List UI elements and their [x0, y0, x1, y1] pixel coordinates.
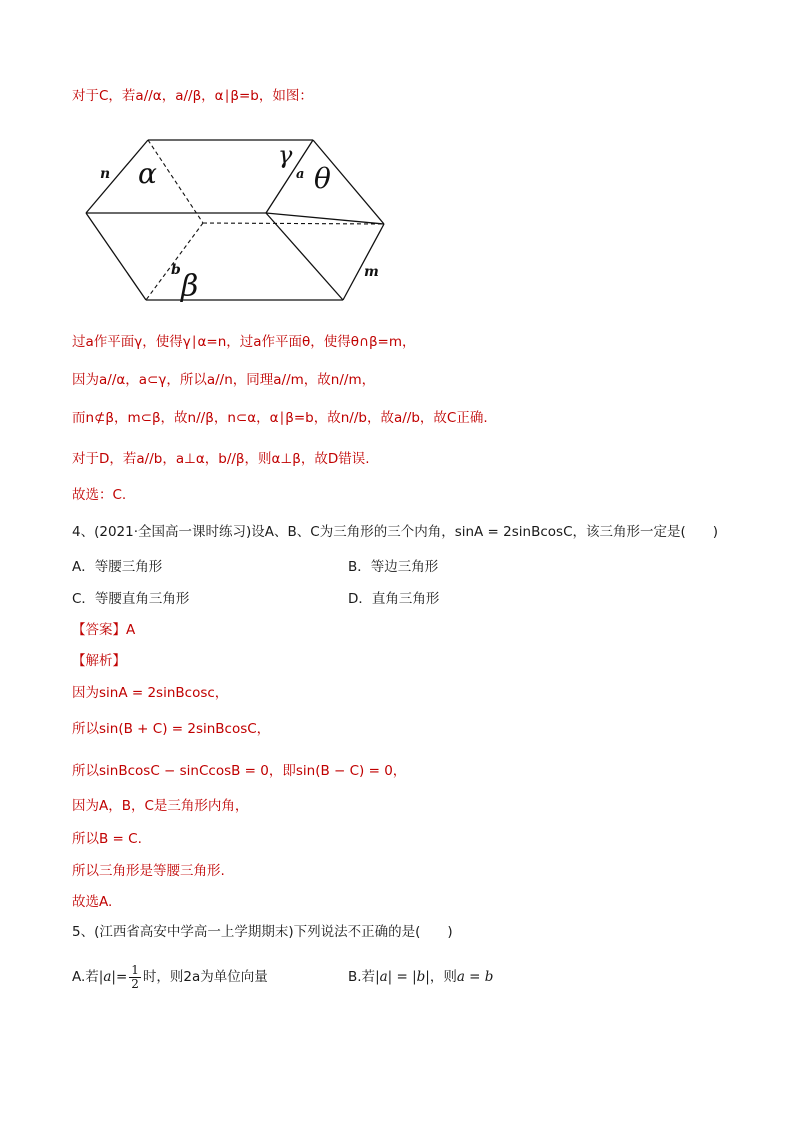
q4-answer: 【答案】A — [72, 622, 136, 638]
label-m: m — [364, 264, 379, 280]
part-c-line3: 因为a//α，a⊂γ，所以a//n，同理a//m，故n//m， — [72, 372, 376, 388]
q5-option-a-abs: |a| — [98, 969, 116, 985]
q4-step-3: 所以sinBcosC − sinCcosB = 0，即sin(B − C) = 0， — [72, 763, 407, 779]
q5-option-a-prefix: A.若 — [72, 969, 99, 985]
q5-option-a — [72, 962, 268, 992]
part-c-conclusion: 故选：C. — [72, 487, 127, 503]
q4-step-4: 因为A，B，C是三角形内角， — [72, 798, 249, 814]
label-beta: β — [181, 269, 199, 304]
q4-stem: 4、(2021·全国高一课时练习)设A、B、C为三角形的三个内角，sinA = 2sinBcosC，该三角形一定是( ) — [72, 524, 719, 540]
label-alpha: α — [138, 157, 157, 190]
q5-option-b-mid: ，则 — [429, 969, 457, 985]
part-c-line4: 而n⊄β，m⊂β，故n//β，n⊂α，α∣β=b，故n//b，故a//b，故C正确. — [72, 410, 488, 426]
label-theta: θ — [314, 162, 331, 195]
q4-step-6: 所以三角形是等腰三角形. — [72, 863, 225, 879]
q4-analysis-label: 【解析】 — [72, 653, 126, 669]
q4-option-a: A．等腰三角形 — [72, 559, 163, 575]
q5-option-b-conclusion: a = b — [456, 969, 494, 985]
label-n: n — [100, 166, 111, 182]
label-b: b — [171, 262, 181, 278]
q4-option-c: C．等腰直角三角形 — [72, 591, 190, 607]
q5-option-a-suffix: 时，则2a为单位向量 — [142, 969, 268, 985]
q4-step-2: 所以sin(B + C) = 2sinBcosC， — [72, 721, 271, 737]
label-gamma: γ — [278, 141, 293, 169]
part-c-line1: 对于C，若a//α，a//β，α∣β=b，如图： — [72, 88, 313, 104]
q5-option-b — [348, 962, 493, 992]
q4-step-1: 因为sinA = 2sinBcosc， — [72, 685, 229, 701]
q4-option-d: D．直角三角形 — [348, 591, 440, 607]
q4-step-5: 所以B = C. — [72, 831, 142, 847]
q5-option-a-denominator: 2 — [131, 976, 139, 991]
part-c-line2: 过a作平面γ，使得γ∣α=n，过a作平面θ，使得θ∩β=m， — [72, 334, 416, 350]
q4-step-7: 故选A. — [72, 894, 113, 910]
q4-option-b: B．等边三角形 — [348, 559, 439, 575]
q5-option-a-fraction — [129, 964, 141, 991]
part-c-line5: 对于D，若a//b，a⊥α，b//β，则α⊥β，故D错误. — [72, 451, 370, 467]
q5-option-a-numerator: 1 — [131, 962, 139, 977]
q5-option-b-expr: |a| = |b| — [375, 969, 430, 985]
q5-option-a-eq: = — [115, 969, 128, 985]
q5-stem: 5、(江西省高安中学高一上学期期末)下列说法不正确的是( ) — [72, 924, 453, 940]
label-a: a — [296, 167, 305, 182]
plane-diagram — [78, 128, 398, 318]
q5-option-b-prefix: B.若 — [348, 969, 376, 985]
